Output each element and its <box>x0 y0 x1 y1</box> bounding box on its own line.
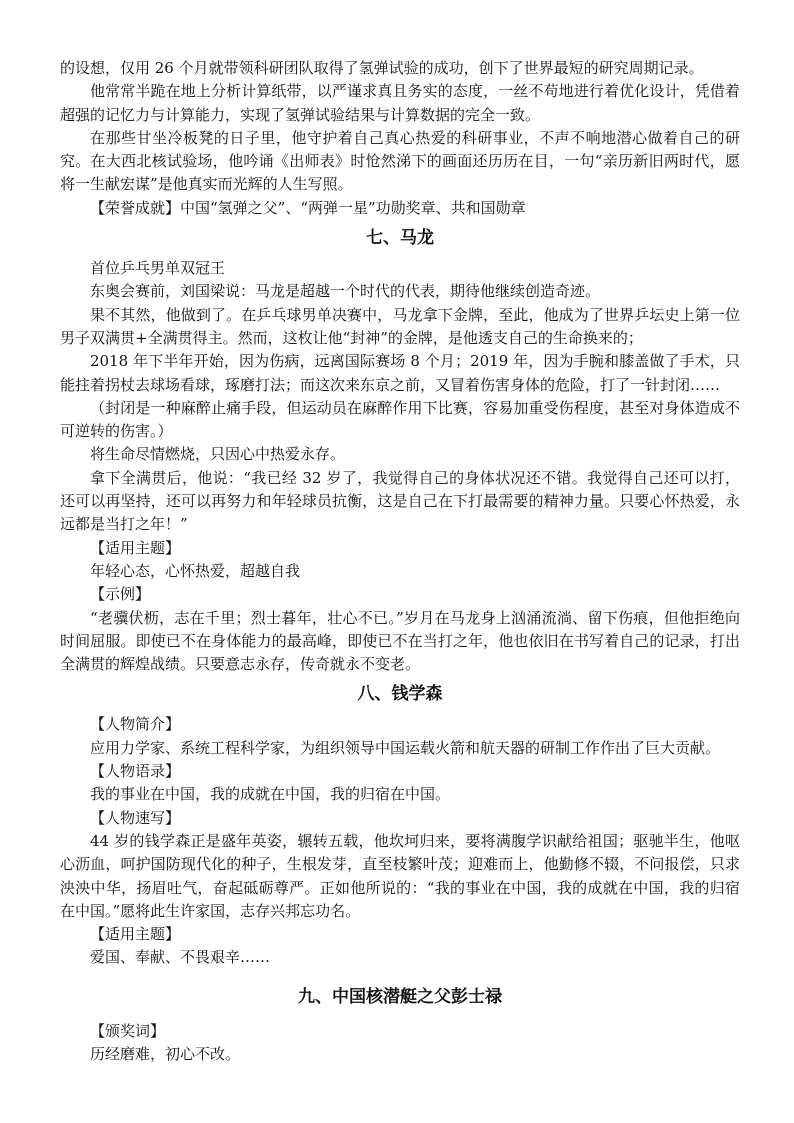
label-heading: 【人物语录】 <box>90 762 181 781</box>
paragraph: 的设想，仅用 26 个月就带领科研团队取得了氢弹试验的成功，创下了世界最短的研究周期记录。 <box>60 59 704 77</box>
section-title-qian-xuesen: 八、钱学森 <box>357 684 443 705</box>
paragraph: 应用力学家、系统工程科学家，为组织领导中国运载火箭和航天器的研制工作作出了巨大贡献。 <box>90 738 721 757</box>
label-heading: 【颁奖词】 <box>90 1021 166 1040</box>
paragraph: 首位乒乓男单双冠王 <box>90 259 226 278</box>
paragraph: 在那些甘坐冷板凳的日子里，他守护着自己真心热爱的科研事业，不声不响地潜心做着自己的研究。在大西北核试验场，他吟诵《出师表》时怆然涕下的画面还历历在目，一句“亲历新旧两时代，愿将一生献宏谋”是他真实而光辉的人生写照。 <box>60 128 740 194</box>
paragraph: 44 岁的钱学森正是盛年英姿，辗转五载，他坎坷归来，要将满腹学识献给祖国；驱驰半生，他呕心沥血，呵护国防现代化的种子，生根发芽，直至枝繁叶茂；迎难而上，他勤修不辍，不问报偿，只求泱泱中华，扬眉吐气，奋起砥砺尊严。正如他所说的：“我的事业在中国，我的成就在中国，我的归宿在中国。”愿将此生许家国，志存兴邦忘功名。 <box>60 831 740 920</box>
paragraph-note: （封闭是一种麻醉止痛手段，但运动员在麻醉作用下比赛，容易加重受伤程度，甚至对身体造成不可逆转的伤害。） <box>60 398 740 441</box>
paragraph: 历经磨难，初心不改。 <box>90 1044 241 1063</box>
paragraph: 将生命尽情燃烧，只因心中热爱永存。 <box>90 445 346 464</box>
paragraph: 拿下全满贯后，他说：“我已经 32 岁了，我觉得自己的身体状况还不错。我觉得自己还可以打，还可以再坚持，还可以再努力和年轻球员抗衡，这是自己在下打最需要的精神力量。只要心怀热爱，永远都是当打之年！” <box>60 468 740 534</box>
paragraph: 2018 年下半年开始，因为伤病，远离国际赛场 8 个月；2019 年，因为手腕和膝盖做了手术，只能拄着拐杖去球场看球，琢磨打法；而这次来东京之前，又冒着伤害身体的危险，打了一针封闭…… <box>60 352 740 394</box>
honor-line: 【荣誉成就】中国“氢弹之父”、“两弹一星”功勋奖章、共和国勋章 <box>90 198 526 217</box>
paragraph: 果不其然，他做到了。在乒乓球男单决赛中，马龙拿下金牌，至此，他成为了世界乒坛史上第一位男子双满贯+全满贯得主。然而，这枚让他“封神”的金牌，是他透支自己的生命换来的； <box>60 305 740 347</box>
label-heading: 【人物简介】 <box>90 715 181 734</box>
label-heading: 【人物速写】 <box>90 808 181 827</box>
paragraph: 我的事业在中国，我的成就在中国，我的归宿在中国。 <box>90 785 451 804</box>
paragraph: 年轻心态，心怀热爱，超越自我 <box>90 561 301 580</box>
section-title-ma-long: 七、马龙 <box>366 228 434 249</box>
label-heading: 【适用主题】 <box>90 538 181 557</box>
label-heading: 【示例】 <box>90 585 151 604</box>
paragraph: 东奥会赛前，刘国梁说：马龙是超越一个时代的代表，期待他继续创造奇迹。 <box>90 282 601 301</box>
section-title-peng-shilu: 九、中国核潜艇之父彭士禄 <box>298 986 502 1007</box>
paragraph: 爱国、奉献、不畏艰辛…… <box>90 948 271 967</box>
document-page <box>60 57 740 1066</box>
paragraph: 他常常半跪在地上分析计算纸带，以严谨求真且务实的态度，一丝不苟地进行着优化设计，凭借着超强的记忆力与计算能力，实现了氢弹试验结果与计算数据的完全一致。 <box>60 82 740 124</box>
paragraph: “老骥伏枥，志在千里；烈士暮年，壮心不已。”岁月在马龙身上汹涌流淌、留下伤痕，但他拒绝向时间屈服。即使已不在身体能力的最高峰，即使已不在当打之年，他也依旧在书写着自己的记录，打出全满贯的辉煌战绩。只要意志永存，传奇就永不变老。 <box>60 608 740 674</box>
label-heading: 【适用主题】 <box>90 925 181 944</box>
